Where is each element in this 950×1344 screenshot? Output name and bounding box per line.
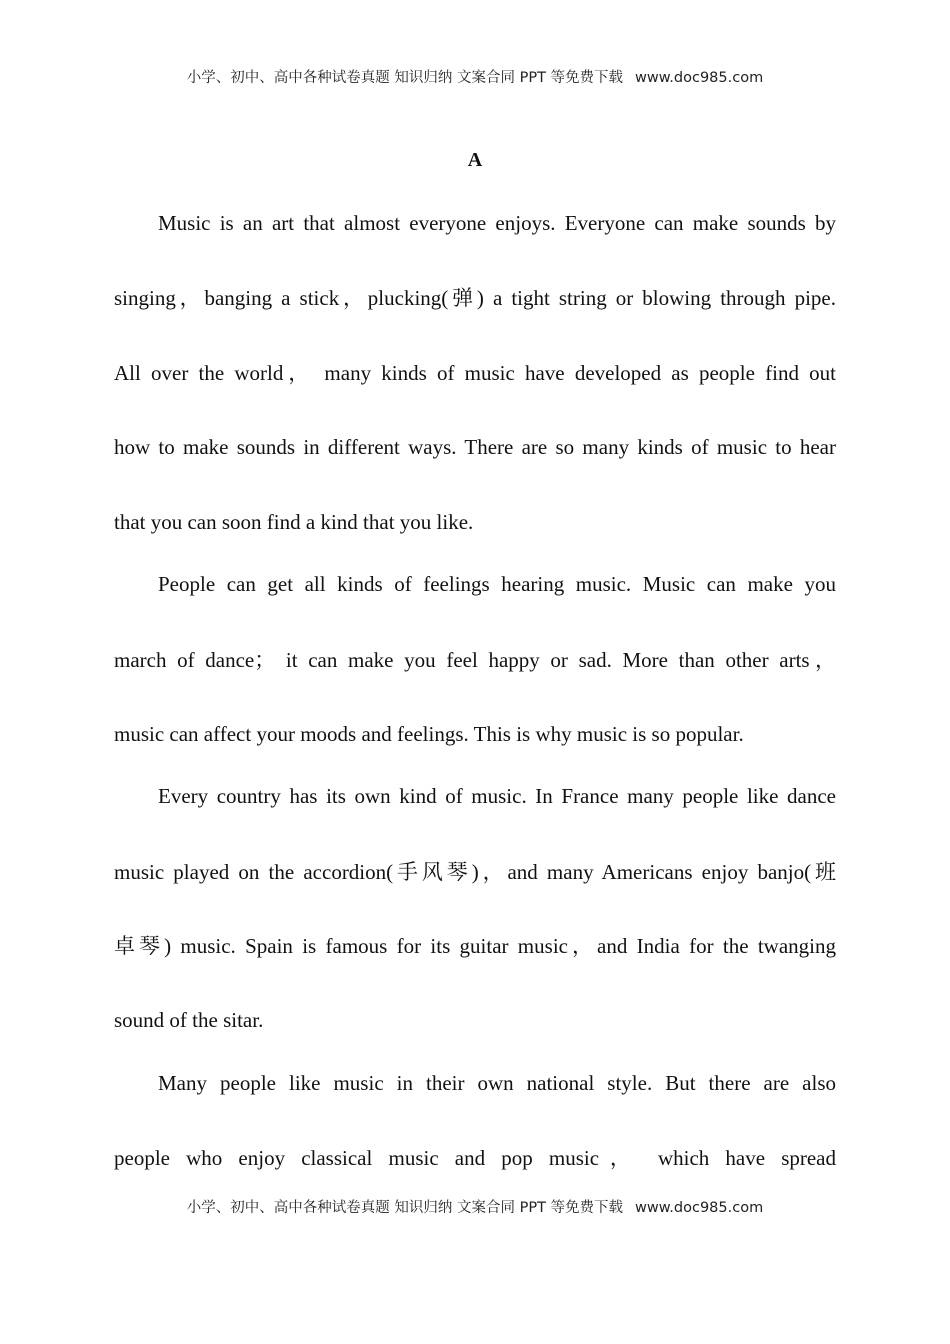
- paragraph-3-line-3: 卓琴) music. Spain is famous for its guitar music，and India for the twanging: [114, 934, 836, 958]
- paragraph-3-line-4: sound of the sitar.: [114, 1008, 264, 1032]
- footer-text: 小学、初中、高中各种试卷真题 知识归纳 文案合同 PPT 等免费下载: [186, 1200, 624, 1216]
- header-text: 小学、初中、高中各种试卷真题 知识归纳 文案合同 PPT 等免费下载: [186, 70, 624, 86]
- paragraph-3-line-2: music played on the accordion(手风琴)，and many Americans enjoy banjo(班: [114, 860, 836, 884]
- paragraph-2-line-3: music can affect your moods and feelings. This is why music is so popular.: [114, 722, 744, 746]
- paragraph-2-line-2: march of dance； it can make you feel happy or sad. More than other arts，: [114, 648, 836, 672]
- paragraph-4-line-1: Many people like music in their own national style. But there are also: [158, 1071, 836, 1095]
- page-header: [0, 66, 950, 87]
- page-footer: [0, 1196, 950, 1217]
- paragraph-2-line-1: People can get all kinds of feelings hearing music. Music can make you: [158, 572, 836, 596]
- paragraph-1-line-2: singing，banging a stick，plucking(弹) a tight string or blowing through pipe.: [114, 286, 836, 310]
- paragraph-1-line-3: All over the world， many kinds of music have developed as people find out: [114, 361, 836, 385]
- paragraph-4-line-2: people who enjoy classical music and pop music， which have spread: [114, 1146, 836, 1170]
- paragraph-1-line-1: Music is an art that almost everyone enjoys. Everyone can make sounds by: [158, 211, 836, 235]
- paragraph-1-line-5: that you can soon find a kind that you like.: [114, 510, 474, 534]
- paragraph-3-line-1: Every country has its own kind of music. In France many people like dance: [158, 784, 836, 808]
- passage-title: A: [467, 149, 483, 171]
- paragraph-1-line-4: how to make sounds in different ways. There are so many kinds of music to hear: [114, 435, 836, 459]
- header-url: www.doc985.com: [635, 70, 764, 86]
- footer-url: www.doc985.com: [635, 1200, 764, 1216]
